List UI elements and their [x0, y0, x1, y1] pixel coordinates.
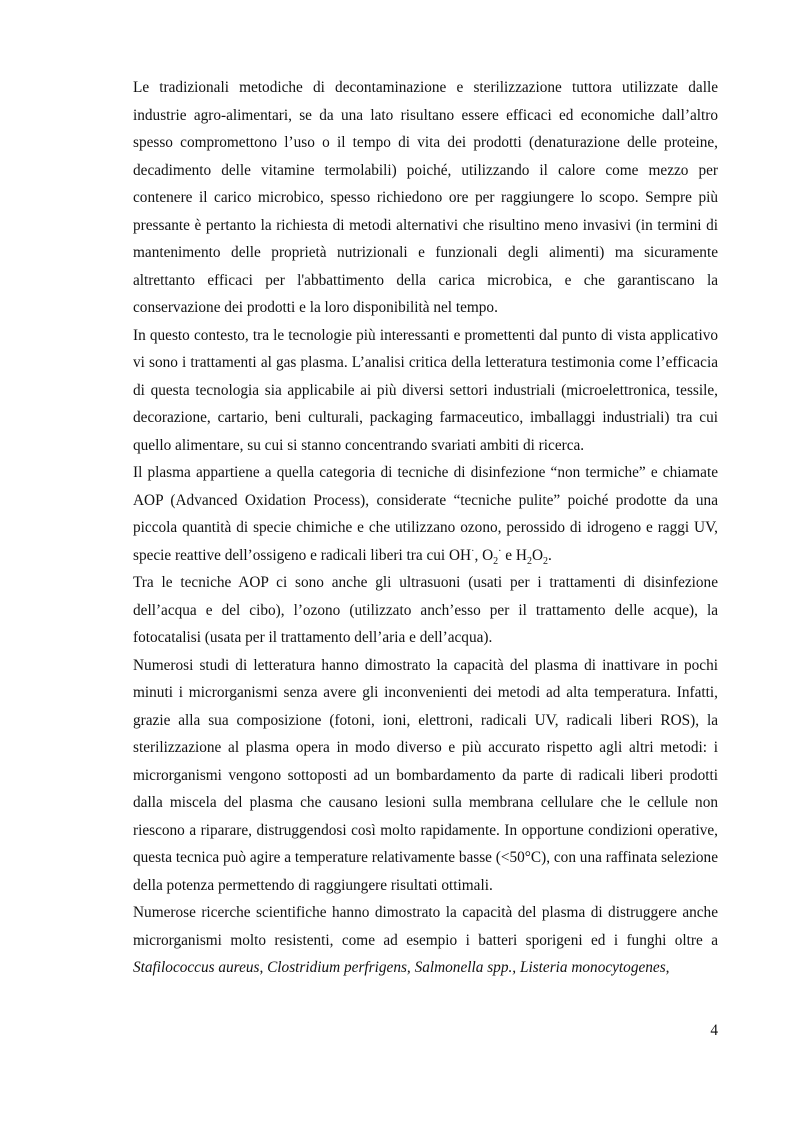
document-body — [133, 74, 718, 982]
radical-dot: · — [471, 545, 475, 557]
paragraph-6 — [133, 899, 718, 982]
species-names: Stafilococcus aureus, Clostridium perfrigens, Salmonella spp., Listeria monocytogenes, — [133, 959, 670, 976]
subscript: 2 — [493, 555, 499, 567]
subscript: 2 — [526, 555, 532, 567]
paragraph-3-text: e H — [501, 546, 527, 564]
subscript: 2 — [543, 555, 549, 567]
paragraph-3 — [133, 459, 718, 569]
paragraph-1: Le tradizionali metodiche di decontaminazione e sterilizzazione tuttora utilizzate dalle industrie agro-alimentari, se da una lato risultano essere efficaci ed economiche dall’altro spesso compromettono l’uso o il tempo di vita dei prodotti (denaturazione delle proteine, decadimento delle vitamine termolabili) poiché, utilizzando il calore come mezzo per contenere il carico microbico, spesso richiedono ore per raggiungere lo scopo. Sempre più pressante è pertanto la richiesta di metodi alternativi che risultino meno invasivi (in termini di mantenimento delle proprietà nutrizionali e funzionali degli alimenti) ma sicuramente altrettanto efficaci per l'abbattimento della carica microbica, e che garantiscano la conservazione dei prodotti e la loro disponibilità nel tempo. — [133, 79, 718, 316]
paragraph-3-text: O — [531, 546, 544, 564]
paragraph-2: In questo contesto, tra le tecnologie più interessanti e promettenti dal punto di vista applicativo vi sono i trattamenti al gas plasma. L’analisi critica della letteratura testimonia come l’efficacia di questa tecnologia sia applicabile ai più diversi settori industriali (microelettronica, tessile, decorazione, cartario, beni culturali, packaging farmaceutico, imballaggi industriali) tra cui quello alimentare, su cui si stanno concentrando svariati ambiti di ricerca. — [133, 326, 718, 454]
paragraph-4: Tra le tecniche AOP ci sono anche gli ultrasuoni (usati per i trattamenti di disinfezione dell’acqua e del cibo), l’ozono (utilizzato anch’esso per il trattamento delle acque), la fotocatalisi (usata per il trattamento dell’aria e dell’acqua). — [133, 574, 718, 646]
paragraph-6-text: Numerose ricerche scientifiche hanno dimostrato la capacità del plasma di distruggere anche microrganismi molto resistenti, come ad esempio i batteri sporigeni ed i funghi oltre a — [133, 904, 718, 949]
paragraph-5: Numerosi studi di letteratura hanno dimostrato la capacità del plasma di inattivare in pochi minuti i microrganismi senza avere gli inconvenienti dei metodi ad alta temperatura. Infatti, grazie alla sua composizione (fotoni, ioni, elettroni, radicali UV, radicali liberi ROS), la sterilizzazione al plasma opera in modo diverso e più accurato rispetto agli altri metodi: i microrganismi vengono sottoposti ad un bombardamento da parte di radicali liberi prodotti dalla miscela del plasma che causano lesioni sulla membrana cellulare che le cellule non riescono a riparare, distruggendosi così molto rapidamente. In opportune condizioni operative, questa tecnica può agire a temperature relativamente basse (<50°C), con una raffinata selezione della potenza permettendo di raggiungere risultati ottimali. — [133, 656, 718, 894]
paragraph-3-text: , O — [474, 546, 494, 564]
page-number: 4 — [710, 1022, 718, 1039]
paragraph-3-text: Il plasma appartiene a quella categoria di tecniche di disinfezione “non termiche” e chiamate AOP (Advanced Oxidation Process), considerate “tecniche pulite” poiché prodotte da una piccola quantità di specie chimiche e che utilizzano ozono, perossido di idrogeno e raggi UV, specie reattive dell’ossigeno e radicali liberi tra cui OH — [133, 464, 718, 564]
radical-dot: · — [498, 545, 502, 557]
paragraph-3-text: . — [548, 546, 552, 564]
